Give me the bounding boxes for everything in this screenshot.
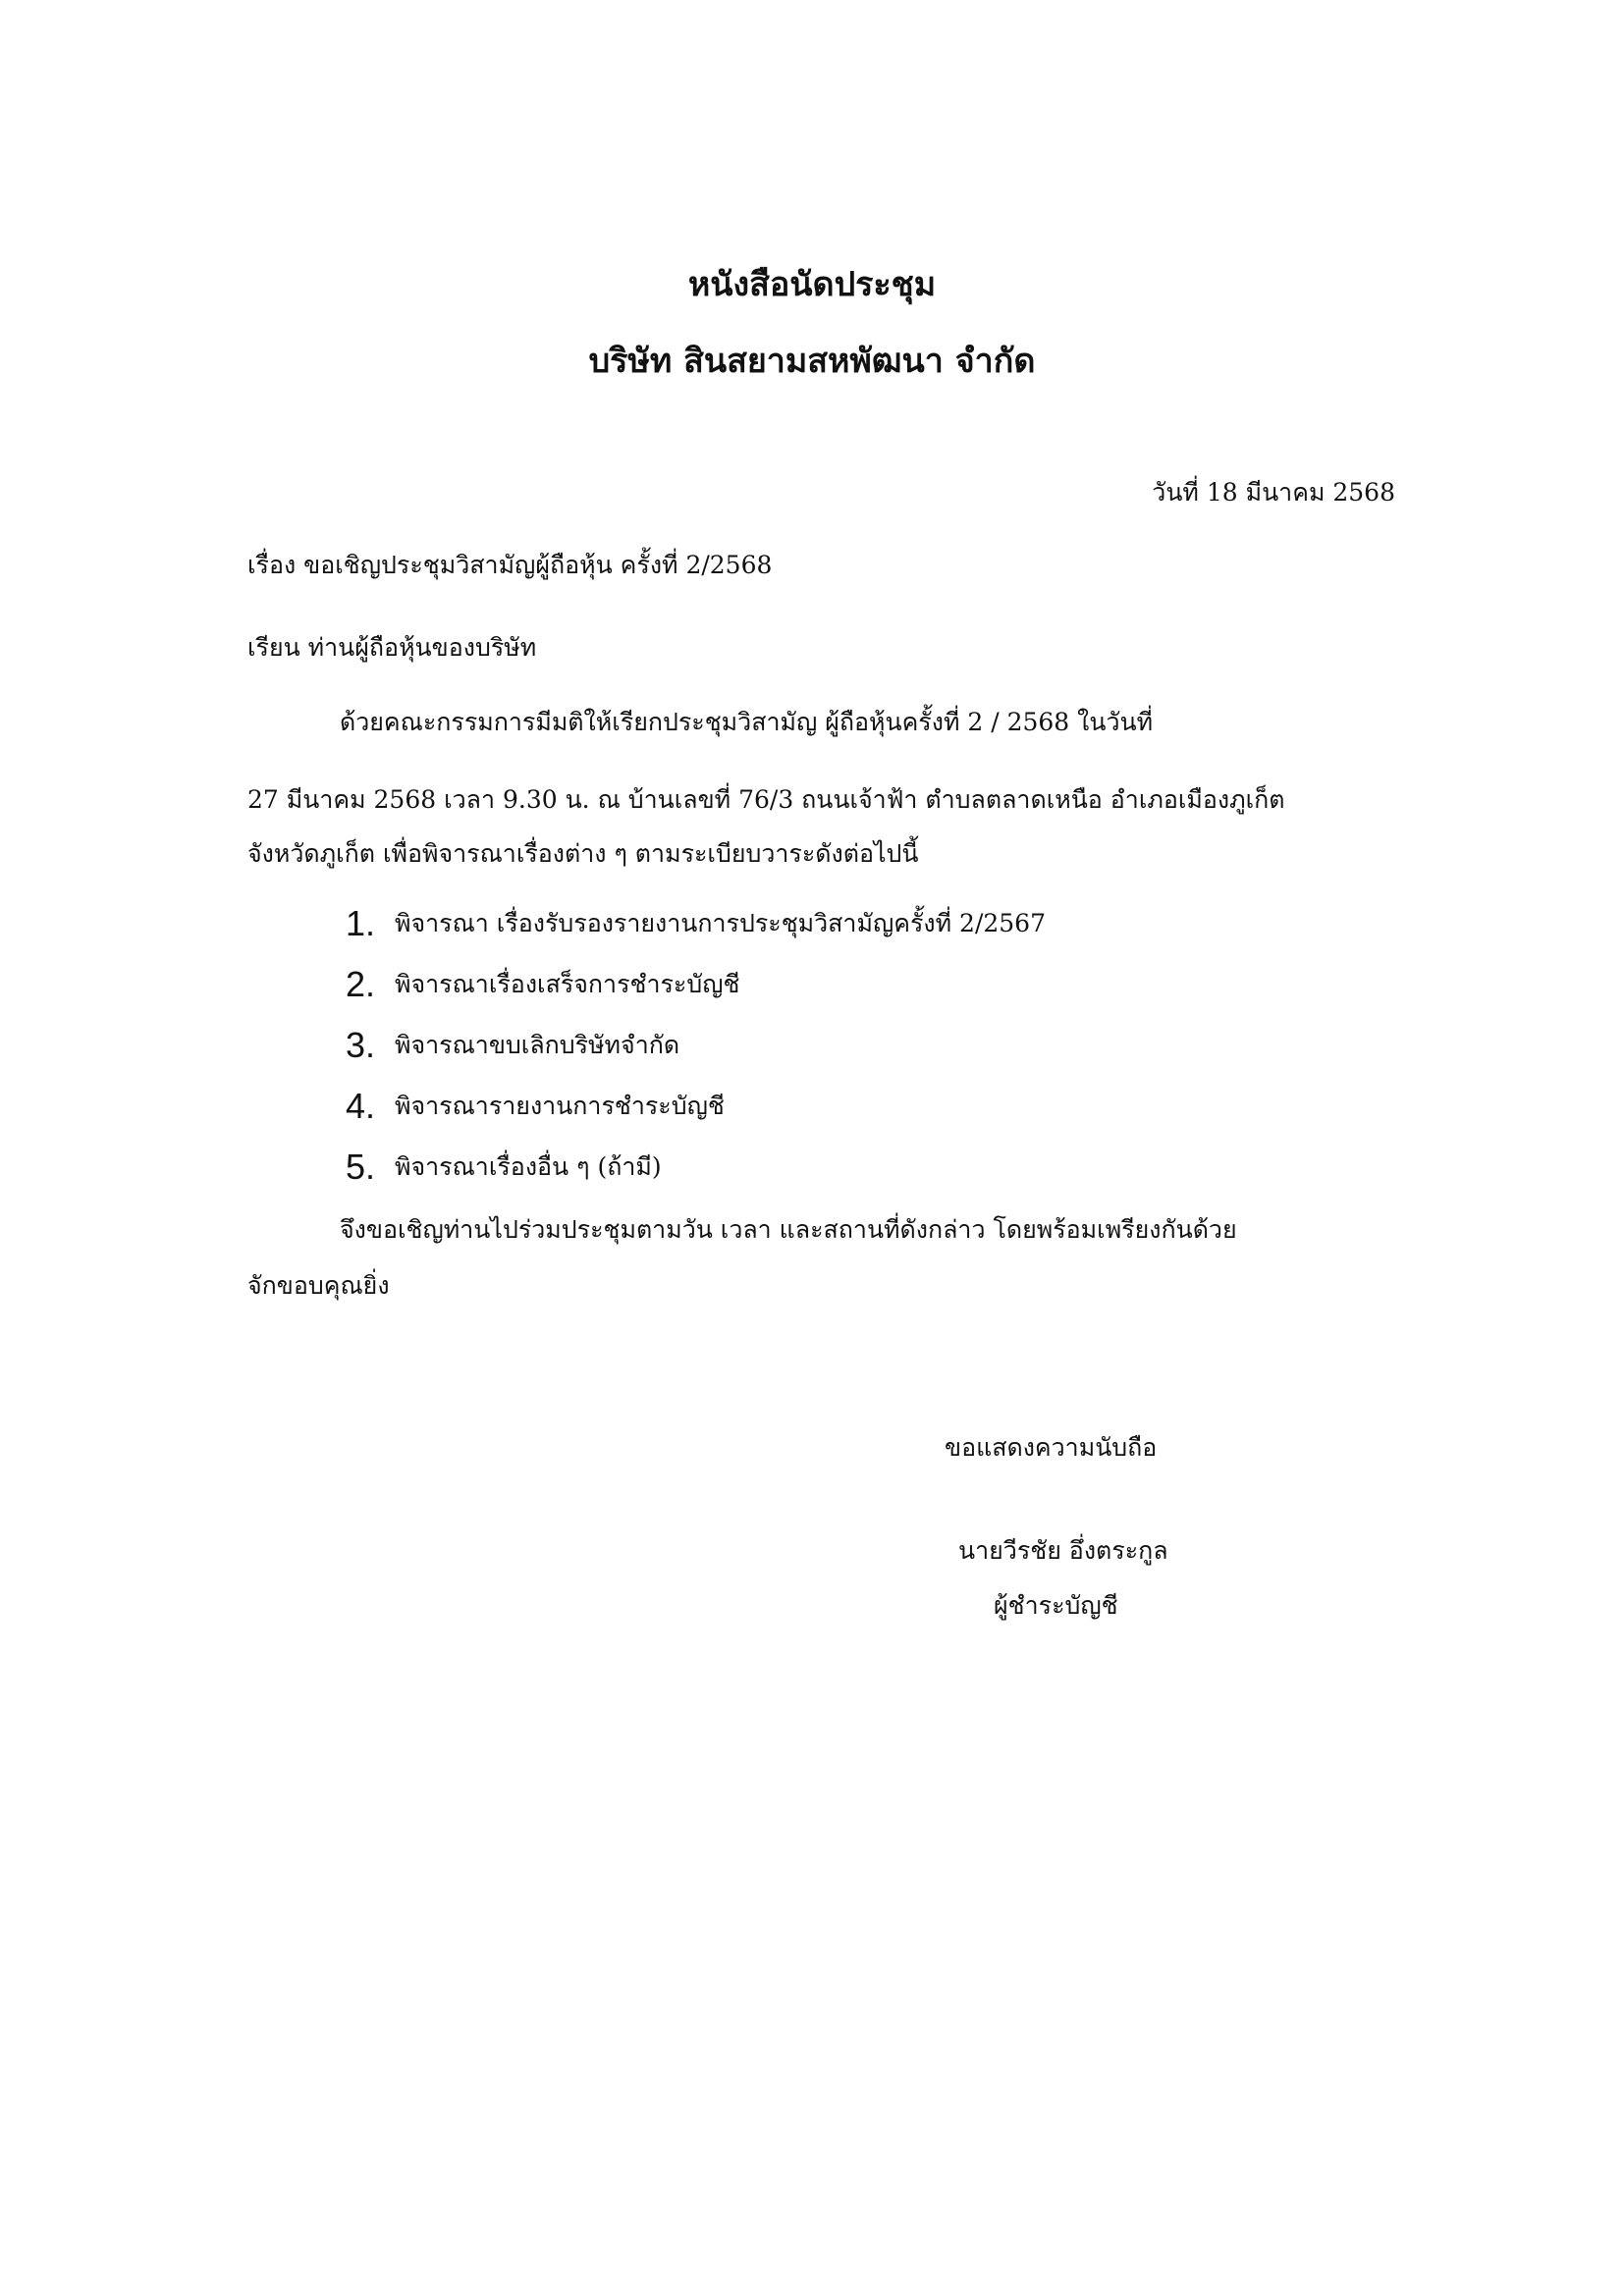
agenda-item-text: พิจารณาเรื่องอื่น ๆ (ถ้ามี) bbox=[395, 1152, 662, 1181]
agenda-item-number: 1. bbox=[346, 903, 376, 943]
closing-line-1: จึงขอเชิญท่านไปร่วมประชุมตามวัน เวลา และสถานที่ดังกล่าว โดยพร้อมเพรียงกันด้วย bbox=[340, 1215, 1237, 1244]
agenda-item-number: 2. bbox=[346, 964, 376, 1004]
agenda-item-text: พิจารณา เรื่องรับรองรายงานการประชุมวิสามัญครั้งที่ 2/2567 bbox=[395, 909, 1046, 937]
agenda-item-number: 5. bbox=[346, 1147, 376, 1187]
agenda-item-text: พิจารณาขบเลิกบริษัทจำกัด bbox=[395, 1031, 680, 1059]
body-paragraph-line-2: 27 มีนาคม 2568 เวลา 9.30 น. ณ บ้านเลขที่ 76/3 ถนนเจ้าฟ้า ตำบลตลาดเหนือ อำเภอเมืองภูเก็ต bbox=[247, 785, 1285, 814]
agenda-item bbox=[346, 893, 1046, 954]
document-title: หนังสือนัดประชุม bbox=[687, 265, 937, 304]
letter-subject: เรื่อง ขอเชิญประชุมวิสามัญผู้ถือหุ้น ครั้งที่ 2/2568 bbox=[247, 551, 773, 579]
signature-regards: ขอแสดงความนับถือ bbox=[945, 1433, 1158, 1462]
letter-date: วันที่ 18 มีนาคม 2568 bbox=[1152, 478, 1395, 507]
company-name: บริษัท สินสยามสหพัฒนา จำกัด bbox=[588, 342, 1036, 381]
letter-salutation: เรียน ท่านผู้ถือหุ้นของบริษัท bbox=[247, 633, 537, 662]
signatory-name: นายวีรชัย อึ่งตระกูล bbox=[958, 1536, 1168, 1565]
agenda-item-text: พิจารณาเรื่องเสร็จการชำระบัญชี bbox=[395, 970, 740, 998]
agenda-item-number: 4. bbox=[346, 1086, 376, 1126]
signatory-position: ผู้ชำระบัญชี bbox=[994, 1591, 1118, 1620]
closing-line-2: จักขอบคุณยิ่ง bbox=[247, 1271, 390, 1300]
agenda-item bbox=[346, 954, 1046, 1015]
body-paragraph-line-1: ด้วยคณะกรรมการมีมติให้เรียกประชุมวิสามัญ ผู้ถือหุ้นครั้งที่ 2 / 2568 ในวันที่ bbox=[340, 708, 1154, 736]
agenda-item bbox=[346, 1076, 1046, 1137]
agenda-list bbox=[346, 893, 1046, 1198]
agenda-item bbox=[346, 1015, 1046, 1076]
body-paragraph-line-3: จังหวัดภูเก็ต เพื่อพิจารณาเรื่องต่าง ๆ ตามระเบียบวาระดังต่อไปนี้ bbox=[247, 839, 919, 868]
agenda-item-number: 3. bbox=[346, 1025, 376, 1065]
agenda-item bbox=[346, 1137, 1046, 1198]
agenda-item-text: พิจารณารายงานการชำระบัญชี bbox=[395, 1092, 725, 1120]
